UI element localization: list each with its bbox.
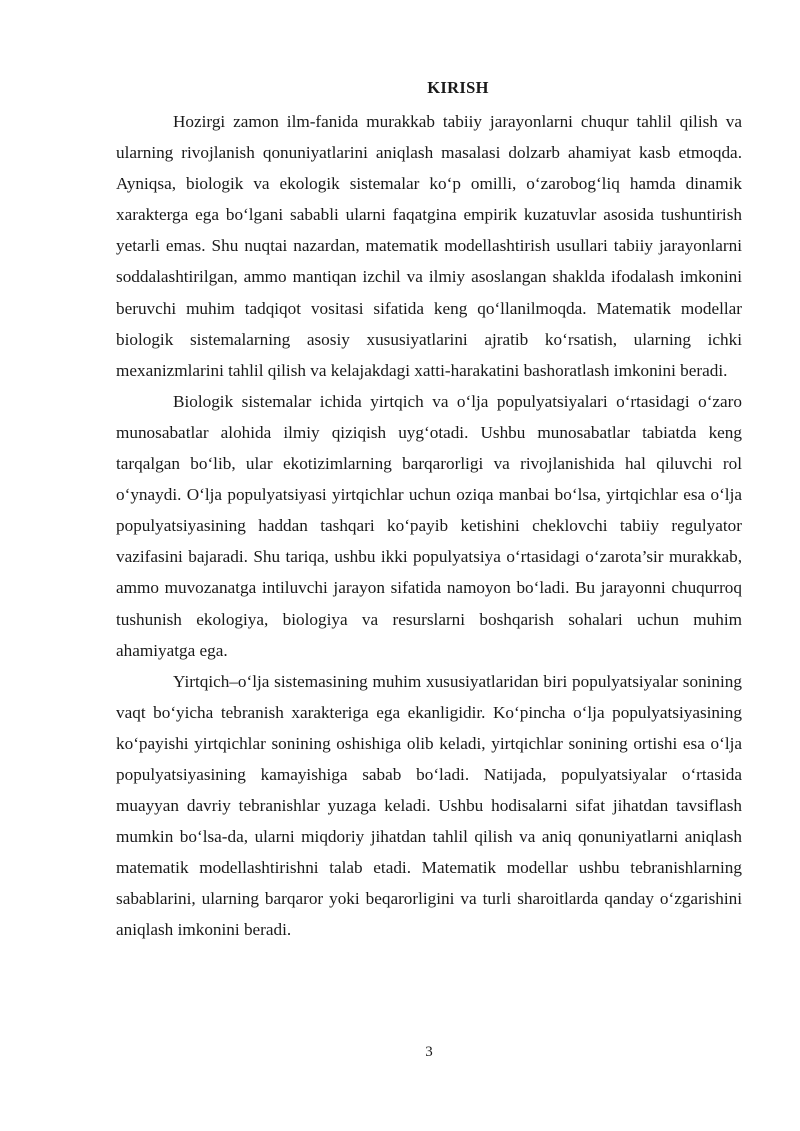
paragraph-2: Biologik sistemalar ichida yirtqich va o‘lja populyatsiyalari o‘rtasidagi o‘zaro munosabatlar alohida ilmiy qiziqish uyg‘otadi. Ushbu munosabatlar tabiatda keng tarqalgan bo‘lib, ular ekotizimlarning barqarorligi va rivojlanishida hal qiluvchi rol o‘ynaydi. O‘lja populyatsiyasi yirtqichlar uchun oziqa manbai bo‘lsa, yirtqichlar esa o‘lja populyatsiyasining haddan tashqari ko‘payib ketishini cheklovchi tabiiy regulyator vazifasini bajaradi. Shu tariqa, ushbu ikki populyatsiya o‘rtasidagi o‘zarota’sir murakkab, ammo muvozanatga intiluvchi jarayon sifatida namoyon bo‘ladi. Bu jarayonni chuqurroq tushunish ekologiya, biologiya va resurslarni boshqarish sohalari uchun muhim ahamiyatga ega. [116, 391, 742, 660]
page-number: 3 [425, 1044, 433, 1060]
paragraph-3: Yirtqich–o‘lja sistemasining muhim xususiyatlaridan biri populyatsiyalar sonining vaqt bo‘yicha tebranish xarakteriga ega ekanligidir. Ko‘pincha o‘lja populyatsiyasining ko‘payishi yirtqichlar sonining oshishiga olib keladi, yirtqichlar sonining ortishi esa o‘lja populyatsiyasining kamayishiga sabab bo‘ladi. Natijada, populyatsiyalar o‘rtasida muayyan davriy tebranishlar yuzaga keladi. Ushbu hodisalarni sifat jihatdan tavsiflash mumkin bo‘lsa-da, ularni miqdoriy jihatdan tahlil qilish va aniq qonuniyatlarni aniqlash matematik modellashtirishni talab etadi. Matematik modellar ushbu tebranishlarning sabablarini, ularning barqaror yoki beqarorligini va turli sharoitlarda qanday o‘zgarishini aniqlash imkonini beradi. [116, 671, 742, 940]
section-title: KIRISH [427, 78, 489, 97]
paragraph-1: Hozirgi zamon ilm-fanida murakkab tabiiy jarayonlarni chuqur tahlil qilish va ularning rivojlanish qonuniyatlarini aniqlash masalasi dolzarb ahamiyat kasb etmoqda. Ayniqsa, biologik va ekologik sistemalar ko‘p omilli, o‘zarobog‘liq hamda dinamik xarakterga ega bo‘lgani sababli ularni faqatgina empirik kuzatuvlar asosida tushuntirish yetarli emas. Shu nuqtai nazardan, matematik modellashtirish usullari tabiiy jarayonlarni soddalashtirilgan, ammo mantiqan izchil va ilmiy asoslangan shaklda ifodalash imkonini beruvchi muhim tadqiqot vositasi sifatida keng qo‘llanilmoqda. Matematik modellar biologik sistemalarning asosiy xususiyatlarini ajratib ko‘rsatish, ularning ichki mexanizmlarini tahlil qilish va kelajakdagi xatti-harakatini bashoratlash imkonini beradi. [116, 112, 742, 380]
body-text [116, 106, 742, 946]
